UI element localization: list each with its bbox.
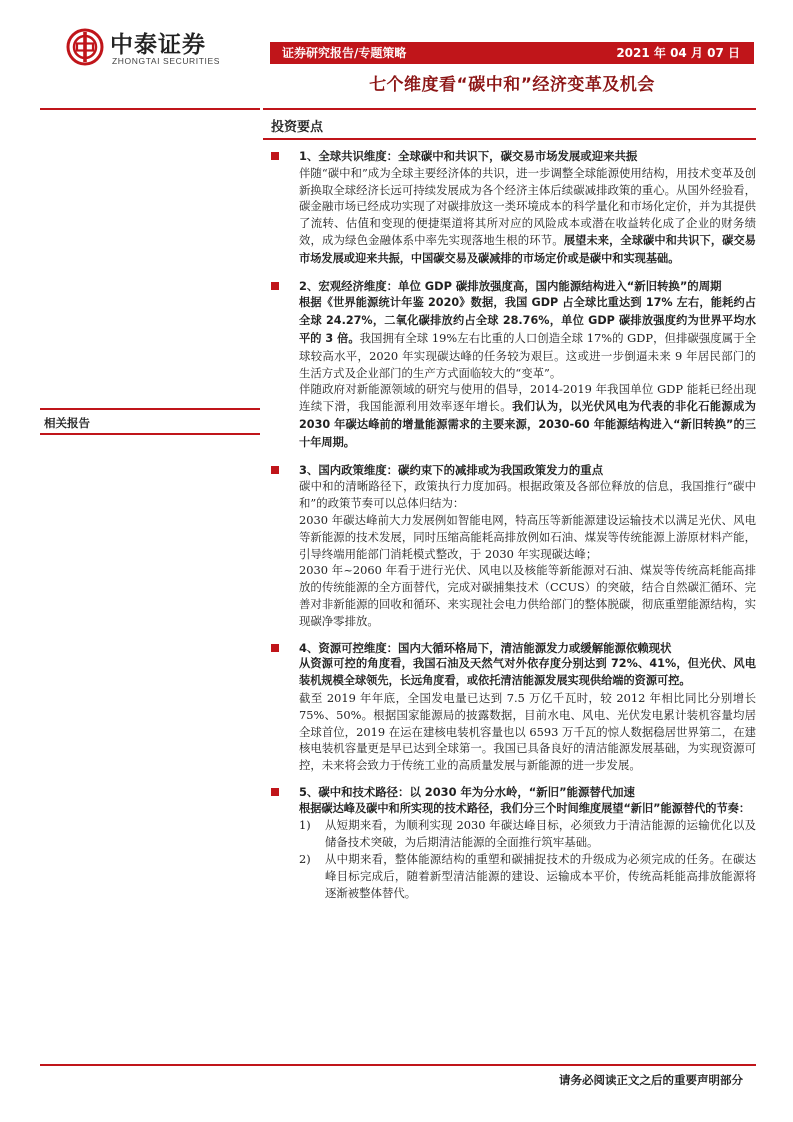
- point-item-3: [263, 462, 756, 630]
- point-body: 伴随政府对新能源领域的研究与使用的倡导，2014-2019 年我国单位 GDP 能耗已经出现连续下滑，我国能源利用效率逐年增长。: [299, 382, 756, 414]
- point-item-5: [263, 784, 756, 902]
- point-item-2: [263, 278, 756, 452]
- point-body: 碳中和的清晰路径下，政策执行力度加码。根据政策及各部位释放的信息，我国推行“碳中和”的政策节奏可以总体归结为：: [299, 479, 756, 511]
- numbered-sub-item: [299, 817, 756, 851]
- investment-points: [263, 148, 756, 911]
- sub-item-text: 从短期来看，为顺利实现 2030 年碳达峰目标，必须致力于清洁能源的运输优化以及储备技术突破，为后期清洁能源的全面推行筑牢基础。: [325, 818, 756, 850]
- zhongtai-logo-icon: [66, 28, 104, 66]
- report-title: 七个维度看“碳中和”经济变革及机会: [369, 75, 655, 95]
- point-item-4: [263, 640, 756, 774]
- point-paragraph: [299, 294, 756, 381]
- point-body-emphasis: 我们认为，以光伏风电为代表的非化石能源成为 2030 年碳达峰前的增量能源需求的主要来源，2030-60 年能源结构进入“新旧转换”的三十年周期。: [299, 400, 756, 449]
- related-reports-bottom-rule: [40, 433, 260, 435]
- square-bullet-icon: [271, 152, 279, 160]
- point-body: 2030 年碳达峰前大力发展例如智能电网，特高压等新能源建设运输技术以满足光伏、风电等新能源的技术发展，同时压缩高能耗高排放例如石油、煤炭等传统能源上游原材料产能，引导终端用能部门消耗模式整改，于 2030 年实现碳达峰；: [299, 512, 756, 561]
- sub-item-number: 1): [299, 818, 311, 833]
- point-heading: 4、资源可控维度：国内大循环格局下，清洁能源发力或缓解能源依赖现状: [299, 640, 672, 655]
- numbered-sub-item: [299, 851, 756, 901]
- point-body: 截至 2019 年年底，全国发电量已达到 7.5 万亿千瓦时，较 2012 年相比同比分别增长 75%、50%。根据国家能源局的披露数据，目前水电、风电、光伏发电累计装机容量均居全球首位，2019 在运在建核电装机容量也以 6593 万千瓦的惊人数据稳居世界第二，在建核电装机容量更是早已达到全球第一。我国已具备良好的清洁能源发展基础，为实现资源可控，未来将会致力于传统工业的高质量发展与新能源的进一步发展。: [299, 690, 756, 773]
- sidebar-top-rule: [40, 108, 260, 110]
- footer-disclaimer: 请务必阅读正文之后的重要声明部分: [559, 1073, 743, 1087]
- point-lead-emphasis: 根据碳达峰及碳中和所实现的技术路径，我们分三个时间维度展望“新旧”能源替代的节奏：: [299, 801, 751, 815]
- point-heading: 1、全球共识维度：全球碳中和共识下，碳交易市场发展或迎来共振: [299, 149, 638, 163]
- point-paragraph: [299, 165, 756, 268]
- related-reports-label: 相关报告: [44, 416, 90, 430]
- point-body: 我国拥有全球 19%左右比重的人口创造全球 17%的 GDP，但排碳强度属于全球较高水平，2020 年实现碳达峰的任务较为艰巨。这或进一步倒逼未来 9 年居民部门的生活方式及企业部门的生产方式面临较大的“变革”。: [299, 330, 756, 380]
- point-paragraph: [299, 381, 756, 451]
- point-lead-emphasis: 根据《世界能源统计年鉴 2020》数据，我国 GDP 占全球比重达到 17% 左右，能耗约占全球 24.27%，二氧化碳排放约占全球 28.76%，单位 GDP 碳排放强度约为世界平均水平的 3 倍。: [299, 296, 756, 345]
- report-category: 证券研究报告/专题策略: [282, 46, 407, 60]
- logo-chinese-name: 中泰证券: [110, 32, 206, 58]
- point-body-emphasis: 展望未来，全球碳中和共识下，碳交易市场发展或迎来共振，中国碳交易及碳减排的市场定价或是碳中和实现基础。: [299, 233, 756, 265]
- point-item-1: [263, 148, 756, 268]
- point-body: 2030 年~2060 年看于进行光伏、风电以及核能等新能源对石油、煤炭等传统高耗能高排放的传统能源的全方面替代，完成对碳捕集技术（CCUS）的突破，结合自然碳汇循环、完善对非新能源的回收和循环、来实现社会电力供给部门的整体脱碳，彻底重塑能源结构，实现碳净零排放。: [299, 563, 756, 628]
- point-body: 伴随“碳中和”成为全球主要经济体的共识，进一步调整全球能源使用结构，用技术变革及创新换取全球经济长远可持续发展成为各个经济主体后续碳减排政策的重心。从国外经验看，碳金融市场已经成功实现了对碳排放这一类环境成本的科学量化和市场化定价，并为其提供了流转、估值和变现的便捷渠道将其所对应的风险成本或潜在收益转化成了企业的财务绩效，成为绿色金融体系中率先实现落地生根的环节。: [299, 165, 756, 247]
- point-heading: 2、宏观经济维度：单位 GDP 碳排放强度高，国内能源结构进入“新旧转换”的周期: [299, 278, 722, 293]
- point-heading: 5、碳中和技术路径：以 2030 年为分水岭，“新旧”能源替代加速: [299, 784, 635, 799]
- square-bullet-icon: [271, 466, 279, 474]
- related-reports-top-rule: [40, 408, 260, 410]
- report-header-bar: [270, 42, 754, 64]
- sub-item-number: 2): [299, 852, 311, 867]
- square-bullet-icon: [271, 644, 279, 652]
- sub-item-text: 从中期来看，整体能源结构的重塑和碳捕捉技术的升级成为必须完成的任务。在碳达峰目标完成后，随着新型清洁能源的建设、运输成本平价，传统高耗能高排放能源将逐渐被整体替代。: [325, 852, 756, 900]
- square-bullet-icon: [271, 788, 279, 796]
- section-title-rule: [263, 138, 756, 140]
- section-title: 投资要点: [271, 120, 324, 135]
- report-date: 2021 年 04 月 07 日: [616, 46, 740, 60]
- footer-rule: [40, 1064, 756, 1066]
- square-bullet-icon: [271, 282, 279, 290]
- main-column: [263, 108, 756, 1063]
- section-top-rule: [263, 108, 756, 110]
- company-logo: [66, 24, 226, 74]
- logo-english-name: ZHONGTAI SECURITIES: [112, 56, 221, 66]
- point-heading: 3、国内政策维度：碳约束下的减排或为我国政策发力的重点: [299, 462, 604, 477]
- point-lead-emphasis: 从资源可控的角度看，我国石油及天然气对外依存度分别达到 72%、41%，但光伏、风电装机规模全球领先，长远角度看，或依托清洁能源发展实现供给端的资源可控。: [299, 657, 756, 688]
